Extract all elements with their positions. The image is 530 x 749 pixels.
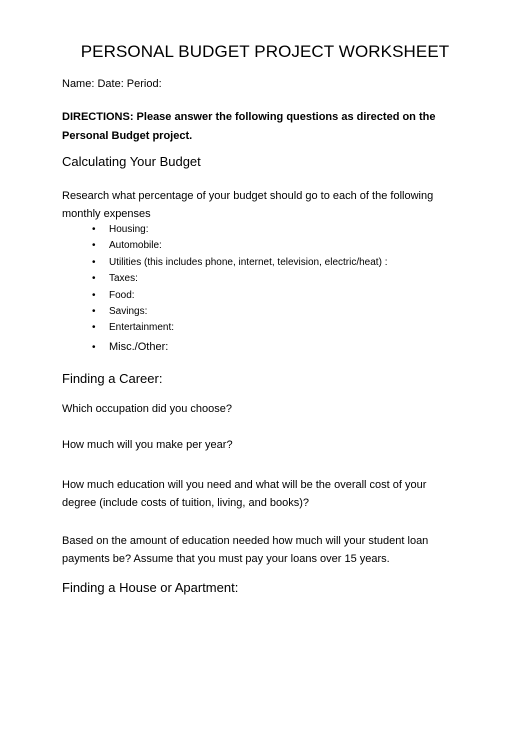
directions-text: DIRECTIONS: Please answer the following questions as directed on the Personal Budget project. [62,111,436,142]
budget-section-heading: Calculating Your Budget [62,154,201,169]
career-section-heading: Finding a Career: [62,371,163,386]
list-item [90,337,387,357]
career-question: Which occupation did you choose? [62,403,232,415]
list-item [90,222,387,238]
list-item [90,255,387,271]
career-question: How much will you make per year? [62,439,233,451]
list-item [90,320,387,336]
bullet-icon: • [92,341,96,353]
list-item [90,288,387,304]
student-info-line: Name: Date: Period: [62,78,162,90]
housing-section-heading: Finding a House or Apartment: [62,580,239,595]
page-title: PERSONAL BUDGET PROJECT WORKSHEET [80,42,450,61]
expense-label: Food: [109,289,135,301]
expense-label: Savings: [109,306,148,318]
bullet-icon: • [92,224,96,235]
expense-label: Misc./Other: [109,340,169,353]
expense-label: Taxes: [109,273,138,285]
budget-intro-text: Research what percentage of your budget should go to each of the following monthly expenses [62,190,434,220]
bullet-icon: • [92,289,96,301]
bullet-icon: • [92,273,96,285]
bullet-icon: • [92,256,96,268]
expense-list [90,222,387,357]
bullet-icon: • [92,322,96,334]
expense-label: Utilities (this includes phone, internet, television, electric/heat) : [109,256,388,268]
list-item [90,304,387,320]
list-item [90,238,387,254]
bullet-icon: • [92,240,96,252]
career-question: Based on the amount of education needed how much will your student loan payments be? Assume that you must pay your loans over 15 years. [62,535,429,565]
expense-label: Entertainment: [109,322,175,334]
list-item [90,271,387,287]
expense-label: Housing: [109,224,149,235]
career-question: How much education will you need and what will be the overall cost of your degree (include costs of tuition, living, and books)? [62,479,427,509]
expense-label: Automobile: [109,240,162,252]
bullet-icon: • [92,306,96,318]
